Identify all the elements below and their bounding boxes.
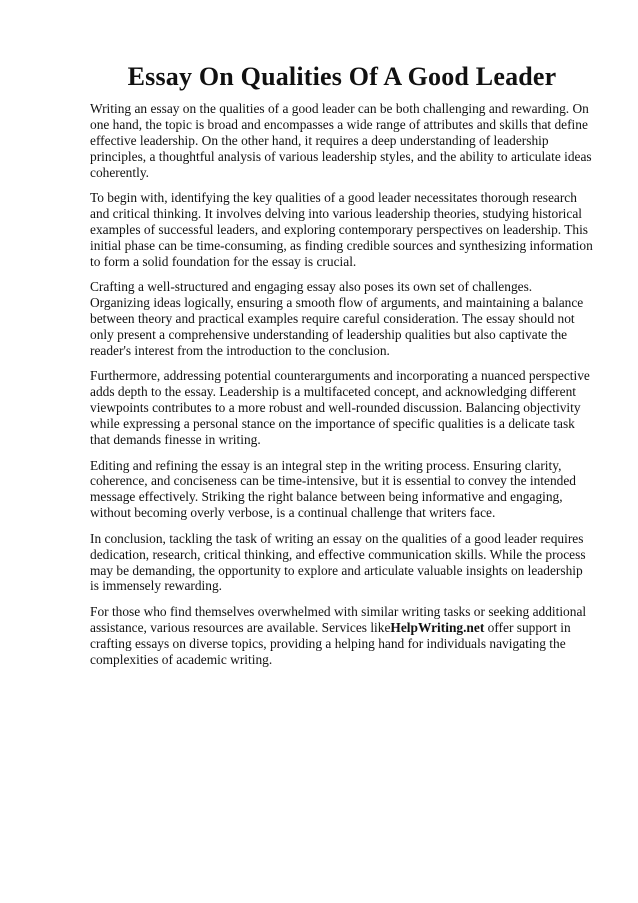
paragraph-4: Furthermore, addressing potential counterarguments and incorporating a nuanced perspective adds depth to the essay. Leadership is a multifaceted concept, and acknowledging different viewpoints contributes to a more robust and well-rounded discussion. Balancing objectivity while expressing a personal stance on the importance of specific qualities is a delicate task that demands finesse in writing. — [90, 368, 590, 447]
paragraph-3: Crafting a well-structured and engaging essay also poses its own set of challenges. Organizing ideas logically, ensuring a smooth flow of arguments, and maintaining a balance between theory and practical examples require careful consideration. The essay should not only present a comprehensive understanding of leadership qualities but also captivate the reader's interest from the introduction to the conclusion. — [90, 279, 584, 358]
paragraph-2: To begin with, identifying the key qualities of a good leader necessitates thorough research and critical thinking. It involves delving into various leadership theories, studying historical examples of successful leaders, and exploring contemporary perspectives on leadership. This initial phase can be time-consuming, as finding credible sources and synthesizing information to form a solid foundation for the essay is crucial. — [90, 190, 593, 269]
paragraph-7 — [90, 604, 594, 668]
helpwriting-link[interactable]: HelpWriting.net — [390, 619, 485, 635]
paragraph-5: Editing and refining the essay is an integral step in the writing process. Ensuring clarity, coherence, and conciseness can be time-intensive, but it is essential to convey the intended message effectively. Striking the right balance between being informative and engaging, without becoming overly verbose, is a continual challenge that writers face. — [90, 457, 576, 521]
paragraph-6: In conclusion, tackling the task of writing an essay on the qualities of a good leader requires dedication, research, critical thinking, and effective communication skills. While the process may be demanding, the opportunity to explore and articulate valuable insights on leadership is immensely rewarding. — [90, 530, 586, 594]
paragraph-7-text-after: offer support in crafting essays on diverse topics, providing a helping hand for individuals navigating the complexities of academic writing. — [90, 619, 571, 667]
paragraph-1: Writing an essay on the qualities of a good leader can be both challenging and rewarding. On one hand, the topic is broad and encompasses a wide range of attributes and skills that define effective leadership. On the other hand, it requires a deep understanding of leadership principles, a thoughtful analysis of various leadership styles, and the ability to articulate ideas coherently. — [90, 101, 592, 180]
paragraph-7-text-before: For those who find themselves overwhelmed with similar writing tasks or seeking additional assistance, various resources are available. Services like — [90, 603, 587, 635]
document-title: Essay On Qualities Of A Good Leader — [127, 62, 557, 91]
